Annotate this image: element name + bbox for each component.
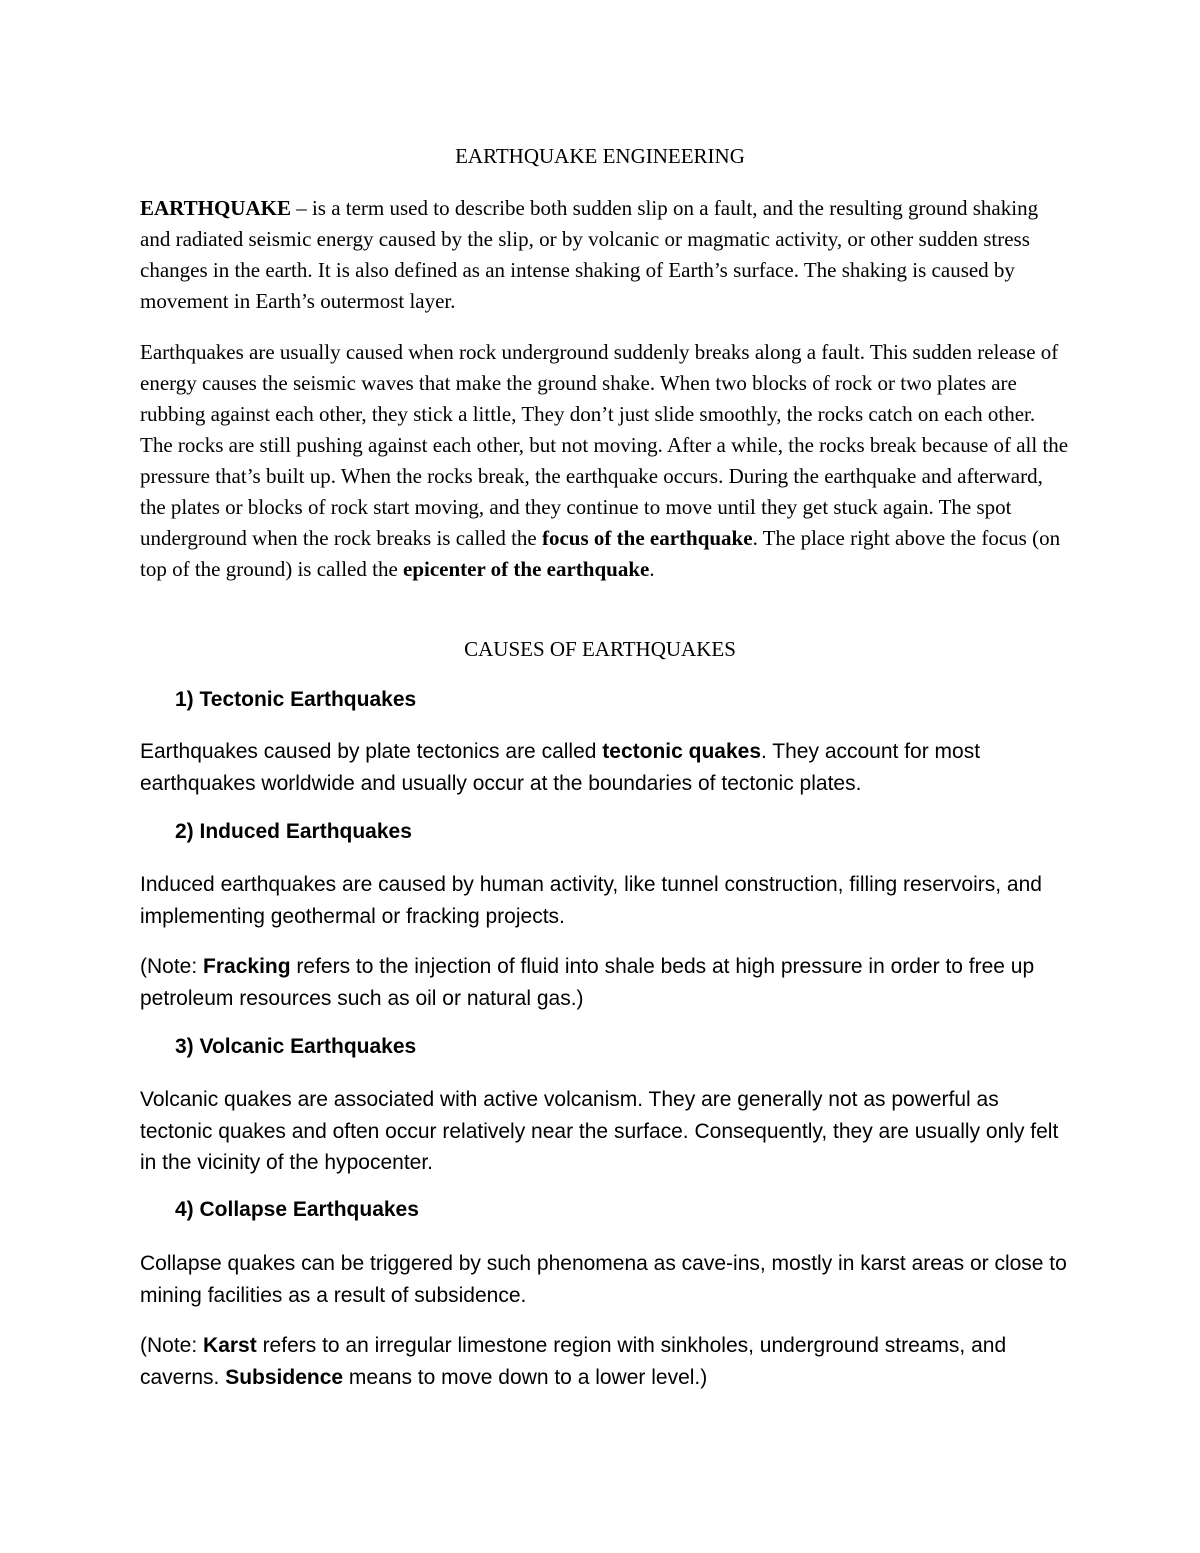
karst-note-rest: means to move down to a lower level.) bbox=[343, 1365, 708, 1389]
karst-note-open: (Note: bbox=[140, 1334, 204, 1357]
explanation-text-3: . bbox=[649, 557, 655, 581]
epicenter-term: epicenter of the earthquake bbox=[403, 557, 650, 581]
document-title: EARTHQUAKE ENGINEERING bbox=[455, 144, 745, 168]
intro-definition: – is a term used to describe both sudden slip on a fault, and the resulting ground shaking and radiated seismic energy caused by the slip, or by volcanic or magmatic activity, or other sudden stress changes in the earth. It is also defined as an intense shaking of Earth’s surface. The shaking is caused by movement in Earth’s outermost layer. bbox=[140, 196, 1039, 313]
karst-note-mid: refers to an irregular limestone region with sinkholes, underground streams, and caverns. bbox=[140, 1334, 1007, 1389]
fracking-term: Fracking bbox=[203, 955, 291, 978]
subsidence-term: Subsidence bbox=[225, 1365, 344, 1389]
intro-paragraph bbox=[140, 193, 1070, 317]
tectonic-text-1: Earthquakes caused by plate tectonics are called bbox=[140, 740, 603, 763]
tectonic-paragraph bbox=[140, 736, 1070, 799]
collapse-heading: 4) Collapse Earthquakes bbox=[175, 1198, 419, 1221]
volcanic-heading: 3) Volcanic Earthquakes bbox=[175, 1035, 417, 1058]
intro-term: EARTHQUAKE bbox=[140, 196, 291, 220]
tectonic-quakes-term: tectonic quakes bbox=[602, 740, 762, 763]
tectonic-text-2: . They account for most earthquakes worldwide and usually occur at the boundaries of tectonic plates. bbox=[140, 740, 981, 795]
explanation-text-1: Earthquakes are usually caused when rock underground suddenly breaks along a fault. This sudden release of energy causes the seismic waves that make the ground shake. When two blocks of rock or two plates are rubbing against each other, they stick a little, They don’t just slide smoothly, the rocks catch on each other. The rocks are still pushing against each other, but not moving. After a while, the rocks break because of all the pressure that’s built up. When the rocks break, the earthquake occurs. During the earthquake and afterward, the plates or blocks of rock start moving, and they continue to move until they get stuck again. The spot underground when the rock breaks is called the bbox=[140, 340, 1069, 550]
volcanic-paragraph: Volcanic quakes are associated with active volcanism. They are generally not as powerful as tectonic quakes and often occur relatively near the surface. Consequently, they are usually only felt in the vicinity of the hypocenter. bbox=[140, 1088, 1059, 1174]
collapse-paragraph: Collapse quakes can be triggered by such phenomena as cave-ins, mostly in karst areas or close to mining facilities as a result of subsidence. bbox=[140, 1252, 1067, 1307]
causes-title: CAUSES OF EARTHQUAKES bbox=[464, 637, 736, 661]
explanation-paragraph bbox=[140, 337, 1070, 585]
induced-heading: 2) Induced Earthquakes bbox=[175, 820, 412, 843]
focus-term: focus of the earthquake bbox=[541, 526, 753, 550]
fracking-note bbox=[140, 951, 1070, 1014]
induced-paragraph: Induced earthquakes are caused by human activity, like tunnel construction, filling reservoirs, and implementing geothermal or fracking projects. bbox=[140, 873, 1042, 928]
tectonic-heading: 1) Tectonic Earthquakes bbox=[175, 688, 417, 711]
karst-note bbox=[140, 1330, 1070, 1393]
karst-term: Karst bbox=[203, 1334, 257, 1357]
fracking-note-open: (Note: bbox=[140, 955, 204, 978]
fracking-note-rest: refers to the injection of fluid into shale beds at high pressure in order to free up petroleum resources such as oil or natural gas.) bbox=[140, 955, 1035, 1010]
explanation-text-2: . The place right above the focus (on top of the ground) is called the bbox=[140, 526, 1061, 581]
